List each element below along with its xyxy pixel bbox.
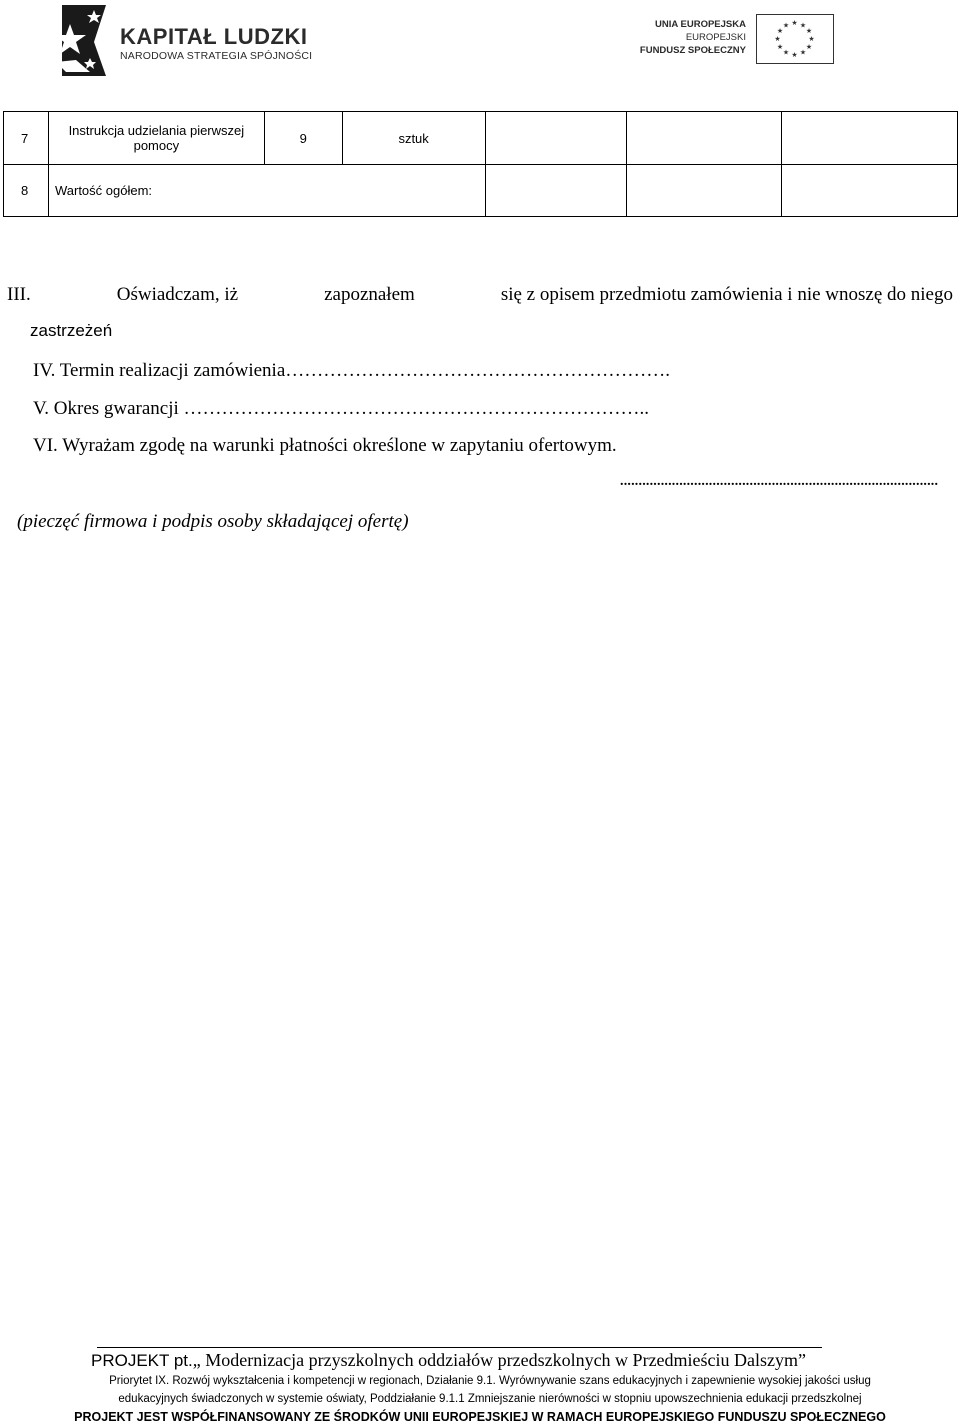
- svg-text:★: ★: [774, 35, 781, 43]
- eu-flag-icon: [756, 14, 834, 64]
- footer-cofinancing-line: PROJEKT JEST WSPÓŁFINANSOWANY ZE ŚRODKÓW UNII EUROPEJSKIEJ W RAMACH EUROPEJSKIEGO FUNDUSZU SPOŁECZNEGO: [74, 1410, 886, 1424]
- item-name: Instrukcja udzielania pierwszej pomocy: [48, 112, 264, 165]
- footer-project-prefix: PROJEKT pt.: [91, 1351, 193, 1370]
- statement-vi: VI. Wyrażam zgodę na warunki płatności określone w zapytaniu ofertowym.: [33, 435, 617, 456]
- row-number: 7: [4, 112, 49, 165]
- row-number: 8: [4, 165, 49, 217]
- star-emblem-icon: [46, 2, 116, 78]
- footer-divider: [97, 1347, 822, 1348]
- statement-iii-continuation: zastrzeżeń: [30, 321, 113, 340]
- svg-text:★: ★: [782, 48, 790, 57]
- eu-efs-logo: [638, 14, 838, 66]
- item-quantity: 9: [264, 112, 342, 165]
- empty-cell: [627, 112, 782, 165]
- eu-logo-line2: EUROPEJSKI: [685, 32, 746, 43]
- empty-cell: [627, 165, 782, 217]
- items-table: [3, 111, 958, 217]
- svg-text:★: ★: [776, 43, 784, 51]
- svg-text:★: ★: [805, 43, 813, 51]
- empty-cell: [782, 165, 958, 217]
- item-unit: sztuk: [342, 112, 485, 165]
- svg-text:★: ★: [808, 35, 815, 43]
- footer-subaction-line: edukacyjnych świadczonych w systemie oświaty, Poddziałanie 9.1.1 Zmniejszanie nierówności w stopniu upowszechnienia edukacji przedszkolnej: [118, 1393, 862, 1405]
- empty-cell: [782, 112, 958, 165]
- statement-iii-part2: zapoznałem: [324, 284, 415, 305]
- statement-v: V. Okres gwarancji ………………………………………………………………..: [33, 398, 650, 419]
- svg-text:★: ★: [799, 21, 807, 30]
- signature-line: ......................................................................................: [620, 474, 939, 489]
- empty-cell: [485, 112, 627, 165]
- svg-text:★: ★: [799, 48, 807, 57]
- kapital-ludzki-logo: [46, 2, 313, 78]
- eu-logo-line1: UNIA EUROPEJSKA: [655, 19, 746, 30]
- svg-text:★: ★: [805, 27, 813, 35]
- empty-cell: [485, 165, 627, 217]
- statement-iii-part1: Oświadczam, iż: [116, 284, 239, 305]
- table-row: [4, 112, 958, 165]
- statement-iv: IV. Termin realizacji zamówienia…………………………………………………….: [33, 360, 671, 381]
- svg-text:★: ★: [776, 27, 784, 35]
- statement-iii-number: III.: [7, 284, 31, 305]
- eu-logo-line3: FUNDUSZ SPOŁECZNY: [639, 45, 746, 56]
- statement-iii-part3: się z opisem przedmiotu zamówienia i nie wnoszę do niego: [500, 284, 953, 305]
- statement-iii: [7, 284, 953, 306]
- svg-text:★: ★: [791, 19, 798, 27]
- footer-project-name: „ Modernizacja przyszkolnych oddziałów przedszkolnych w Przedmieściu Dalszym”: [192, 1350, 807, 1370]
- eu-logo-text: [638, 18, 746, 57]
- kapital-ludzki-subtitle: NARODOWA STRATEGIA SPÓJNOŚCI: [120, 50, 313, 62]
- table-row: [4, 165, 958, 217]
- total-label: Wartość ogółem:: [48, 165, 485, 217]
- footer-project-title: [91, 1350, 806, 1371]
- signature-caption: (pieczęć firmowa i podpis osoby składającej ofertę): [17, 511, 409, 532]
- footer-priority-line: Priorytet IX. Rozwój wykształcenia i kompetencji w regionach, Działanie 9.1. Wyrównywanie szans edukacyjnych i zapewnienie wysokiej jakości usług: [109, 1375, 871, 1387]
- svg-text:★: ★: [782, 21, 790, 30]
- kapital-ludzki-title: KAPITAŁ LUDZKI: [120, 24, 308, 49]
- svg-text:★: ★: [791, 51, 798, 59]
